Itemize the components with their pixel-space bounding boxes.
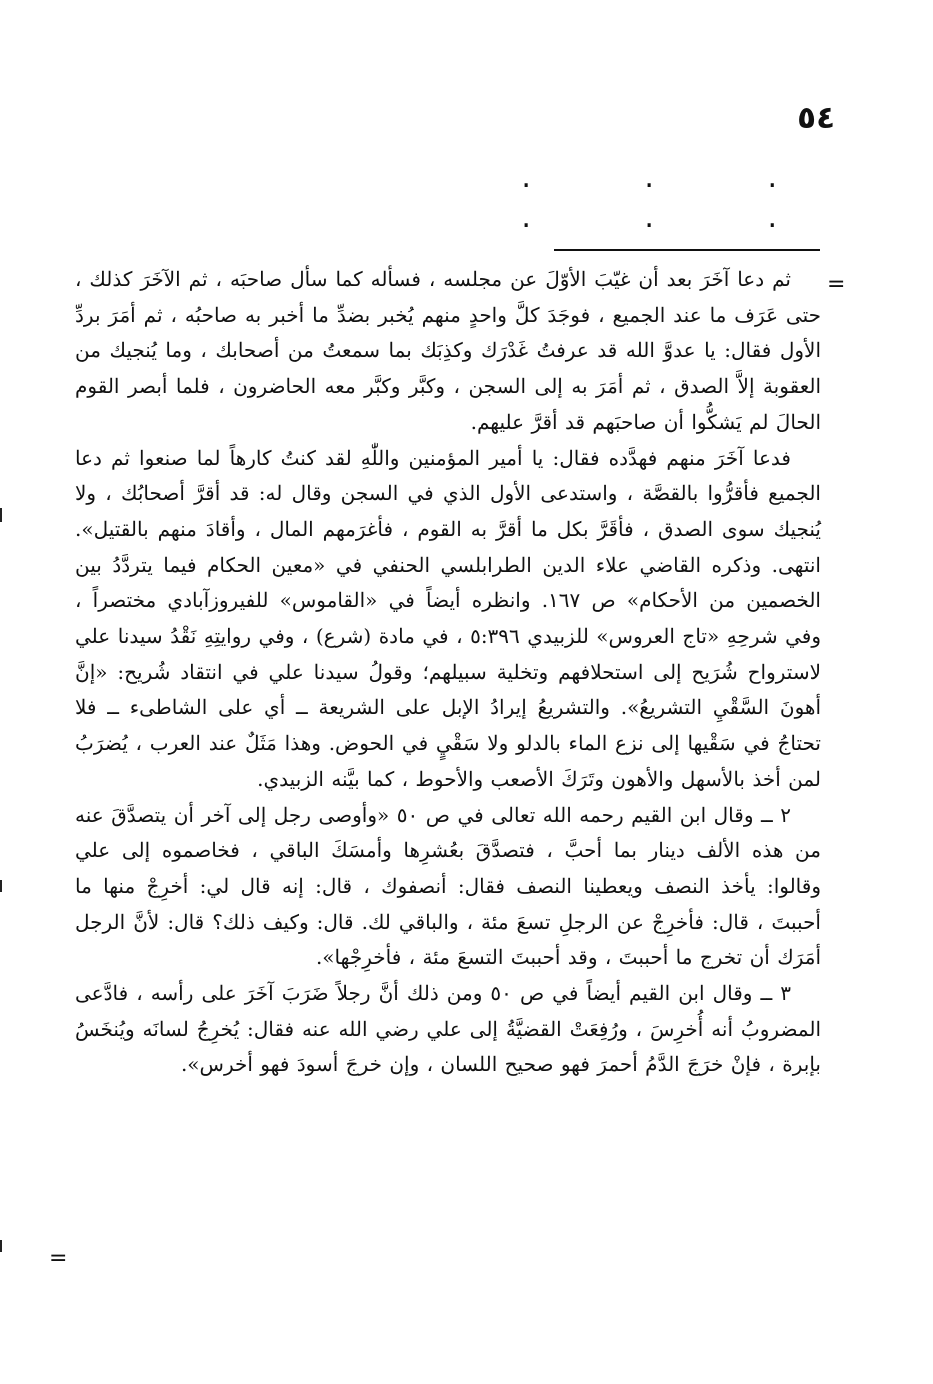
footnote-paragraph: فدعا آخَرَ منهم فهدَّده فقال: يا أمير المؤمنين واللّٰهِ لقد كنتُ كارهاً لما صنعوا ثم دعا الجميع فأقرُّوا بالقصَّة ، واستدعى الأول الذي في السجن وقال له: قد أقرَّ أصحابُك ، ولا يُنجيك سوى الصدق ، فأقَرَّ بكل ما أقرَّ به القوم ، فأغرَمهم المال ، وأقادَ منهم بالقتيل». انتهى. وذكره القاضي علاء الدين الطرابلسي الحنفي في «معين الحكام فيما يتردَّدُ بين الخصمين من الأحكام» ص ١٦٧. وانظره أيضاً في «القاموس» للفيروزآبادي مختصراً ، وفي شرحِهِ «تاج العروس» للزبيدي ٥:٣٩٦ ، في مادة (شرع) ، وفي روايتِهِ نَقْدُ سيدنا علي لاسترواح شُرَيح إلى استحلافهم وتخلية سبيلهم؛ وقولُ سيدنا علي في انتقاد شُريح: «إنَّ أهونَ السَّقْيِ التشريعُ». والتشريعُ إيرادُ الإبل على الشريعة ــ أي على الشاطىء ــ فلا تحتاجُ في سَقْيها إلى نزع الماء بالدلو ولا سَقْيٍ في الحوض. وهذا مَثَلٌ عند العرب ، يُضرَبُ لمن أخذ بالأسهل والأهون وتَرَكَ الأصعب والأحوط ، كما بيَّنه الزبيدي. (75, 445, 821, 791)
footnote-paragraph: ٢ ــ وقال ابن القيم رحمه الله تعالى في ص ٥٠ «وأوصى رجل إلى آخر أن يتصدَّقَ عنه من هذه الألف دينار بما أحبَّ ، فتصدَّقَ بعُشرِها وأمسَكَ الباقي ، فخاصموه إلى علي وقالوا: يأخذ النصف ويعطينا النصف فقال: أنصفوك ، قال: إنه قال لي: أخرِجْ منها ما أحببتَ ، قال: فأخرِجْ عن الرجلِ تسعَ مئة ، والباقي لك. قال: وكيف ذلك؟ قال: لأنَّ الرجل أمَرَك أن تخرج ما أحببتَ ، وقد أحببتَ التسعَ مئة ، فأخرِجْها». (75, 802, 821, 970)
page-edge-mark (0, 508, 2, 522)
footnote-text (75, 262, 821, 1083)
page-edge-mark (0, 880, 2, 892)
footnote-separator (554, 249, 820, 251)
continuation-mark: = (827, 272, 846, 297)
page-edge-mark (0, 1240, 2, 1252)
page-number: ٥٤ (797, 100, 835, 136)
section-dots: . . . . . . (521, 160, 829, 235)
end-continuation-mark: = (49, 1246, 68, 1271)
footnote-paragraph: ٣ ــ وقال ابن القيم أيضاً في ص ٥٠ ومن ذلك أنَّ رجلاً ضَرَبَ آخَرَ على رأسه ، فادَّعى المضروبُ أنه أُخرِسَ ، ورُفِعَتْ القضيَّةُ إلى علي رضي الله عنه فقال: يُخرِجُ لسانَه ويُنخَسُ بإبرة ، فإنْ خرَجَ الدَّمُ أحمرَ فهو صحيح اللسان ، وإن خرجَ أسودَ فهو أخرس». (75, 981, 821, 1077)
footnote-paragraph: ثم دعا آخَرَ بعد أن غيّبَ الأوّلَ عن مجلسه ، فسأله كما سأل صاحبَه ، ثم الآخَرَ كذلك ، حتى عَرَف ما عند الجميع ، فوجَدَ كلَّ واحدٍ منهم يُخبر بضدِّ ما أخبر به صاحبُه ، ثم أمَرَ بردِّ الأول فقال: يا عدوَّ الله قد عرفتُ غَدْرَك وكذِبَك بما سمعتُ من أصحابك ، وما يُنجيك من العقوبة إلاَّ الصدق ، ثم أمَرَ به إلى السجن ، وكبَّر وكبَّر معه الحاضرون ، فلما أبصر القوم الحالَ لم يَشكُّوا أن صاحبَهم قد أقرَّ عليهم. (75, 267, 822, 434)
